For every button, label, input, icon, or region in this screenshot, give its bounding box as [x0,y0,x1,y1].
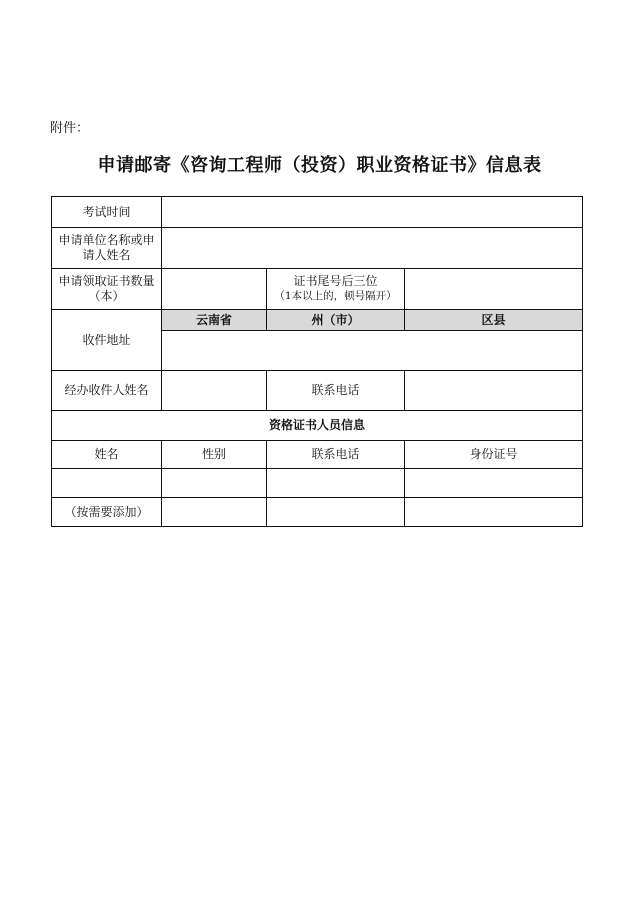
cert-count-field[interactable] [162,269,267,310]
handler-name-field[interactable] [162,371,267,411]
applicant-row [52,228,583,269]
header-id-number: 身份证号 [405,441,583,469]
personnel-id-field[interactable] [405,469,583,498]
cert-count-row [52,269,583,310]
personnel-row [52,469,583,498]
add-as-needed-label: （按需要添加） [52,498,162,527]
attachment-label: 附件： [50,121,90,136]
personnel-id-field[interactable] [405,498,583,527]
personnel-row [52,498,583,527]
personnel-section-title: 资格证书人员信息 [52,411,583,441]
personnel-gender-field[interactable] [162,469,267,498]
city-cell: 州（市） [267,310,405,331]
applicant-field[interactable] [162,228,583,269]
personnel-phone-field[interactable] [267,498,405,527]
exam-time-field[interactable] [162,197,583,228]
address-detail-field[interactable] [162,331,583,371]
address-label: 收件地址 [52,310,162,371]
handler-phone-label: 联系电话 [267,371,405,411]
handler-phone-field[interactable] [405,371,583,411]
cert-suffix-label: 证书尾号后三位 [293,274,378,288]
personnel-gender-field[interactable] [162,498,267,527]
handler-row [52,371,583,411]
header-phone: 联系电话 [267,441,405,469]
cert-count-label: 申请领取证书数量（本） [52,269,162,310]
applicant-label: 申请单位名称或申请人姓名 [52,228,162,269]
personnel-section-row [52,411,583,441]
cert-suffix-note: （1本以上的，顿号隔开） [274,290,397,302]
personnel-phone-field[interactable] [267,469,405,498]
header-gender: 性别 [162,441,267,469]
district-cell: 区县 [405,310,583,331]
province-cell: 云南省 [162,310,267,331]
address-region-row [52,310,583,331]
handler-name-label: 经办收件人姓名 [52,371,162,411]
exam-time-label: 考试时间 [52,197,162,228]
header-name: 姓名 [52,441,162,469]
info-form-table [51,196,583,527]
cert-suffix-field[interactable] [405,269,583,310]
personnel-name-field[interactable] [52,469,162,498]
exam-time-row [52,197,583,228]
page-title: 申请邮寄《咨询工程师（投资）职业资格证书》信息表 [97,155,542,176]
personnel-header-row [52,441,583,469]
cert-suffix-label-cell [267,269,405,310]
